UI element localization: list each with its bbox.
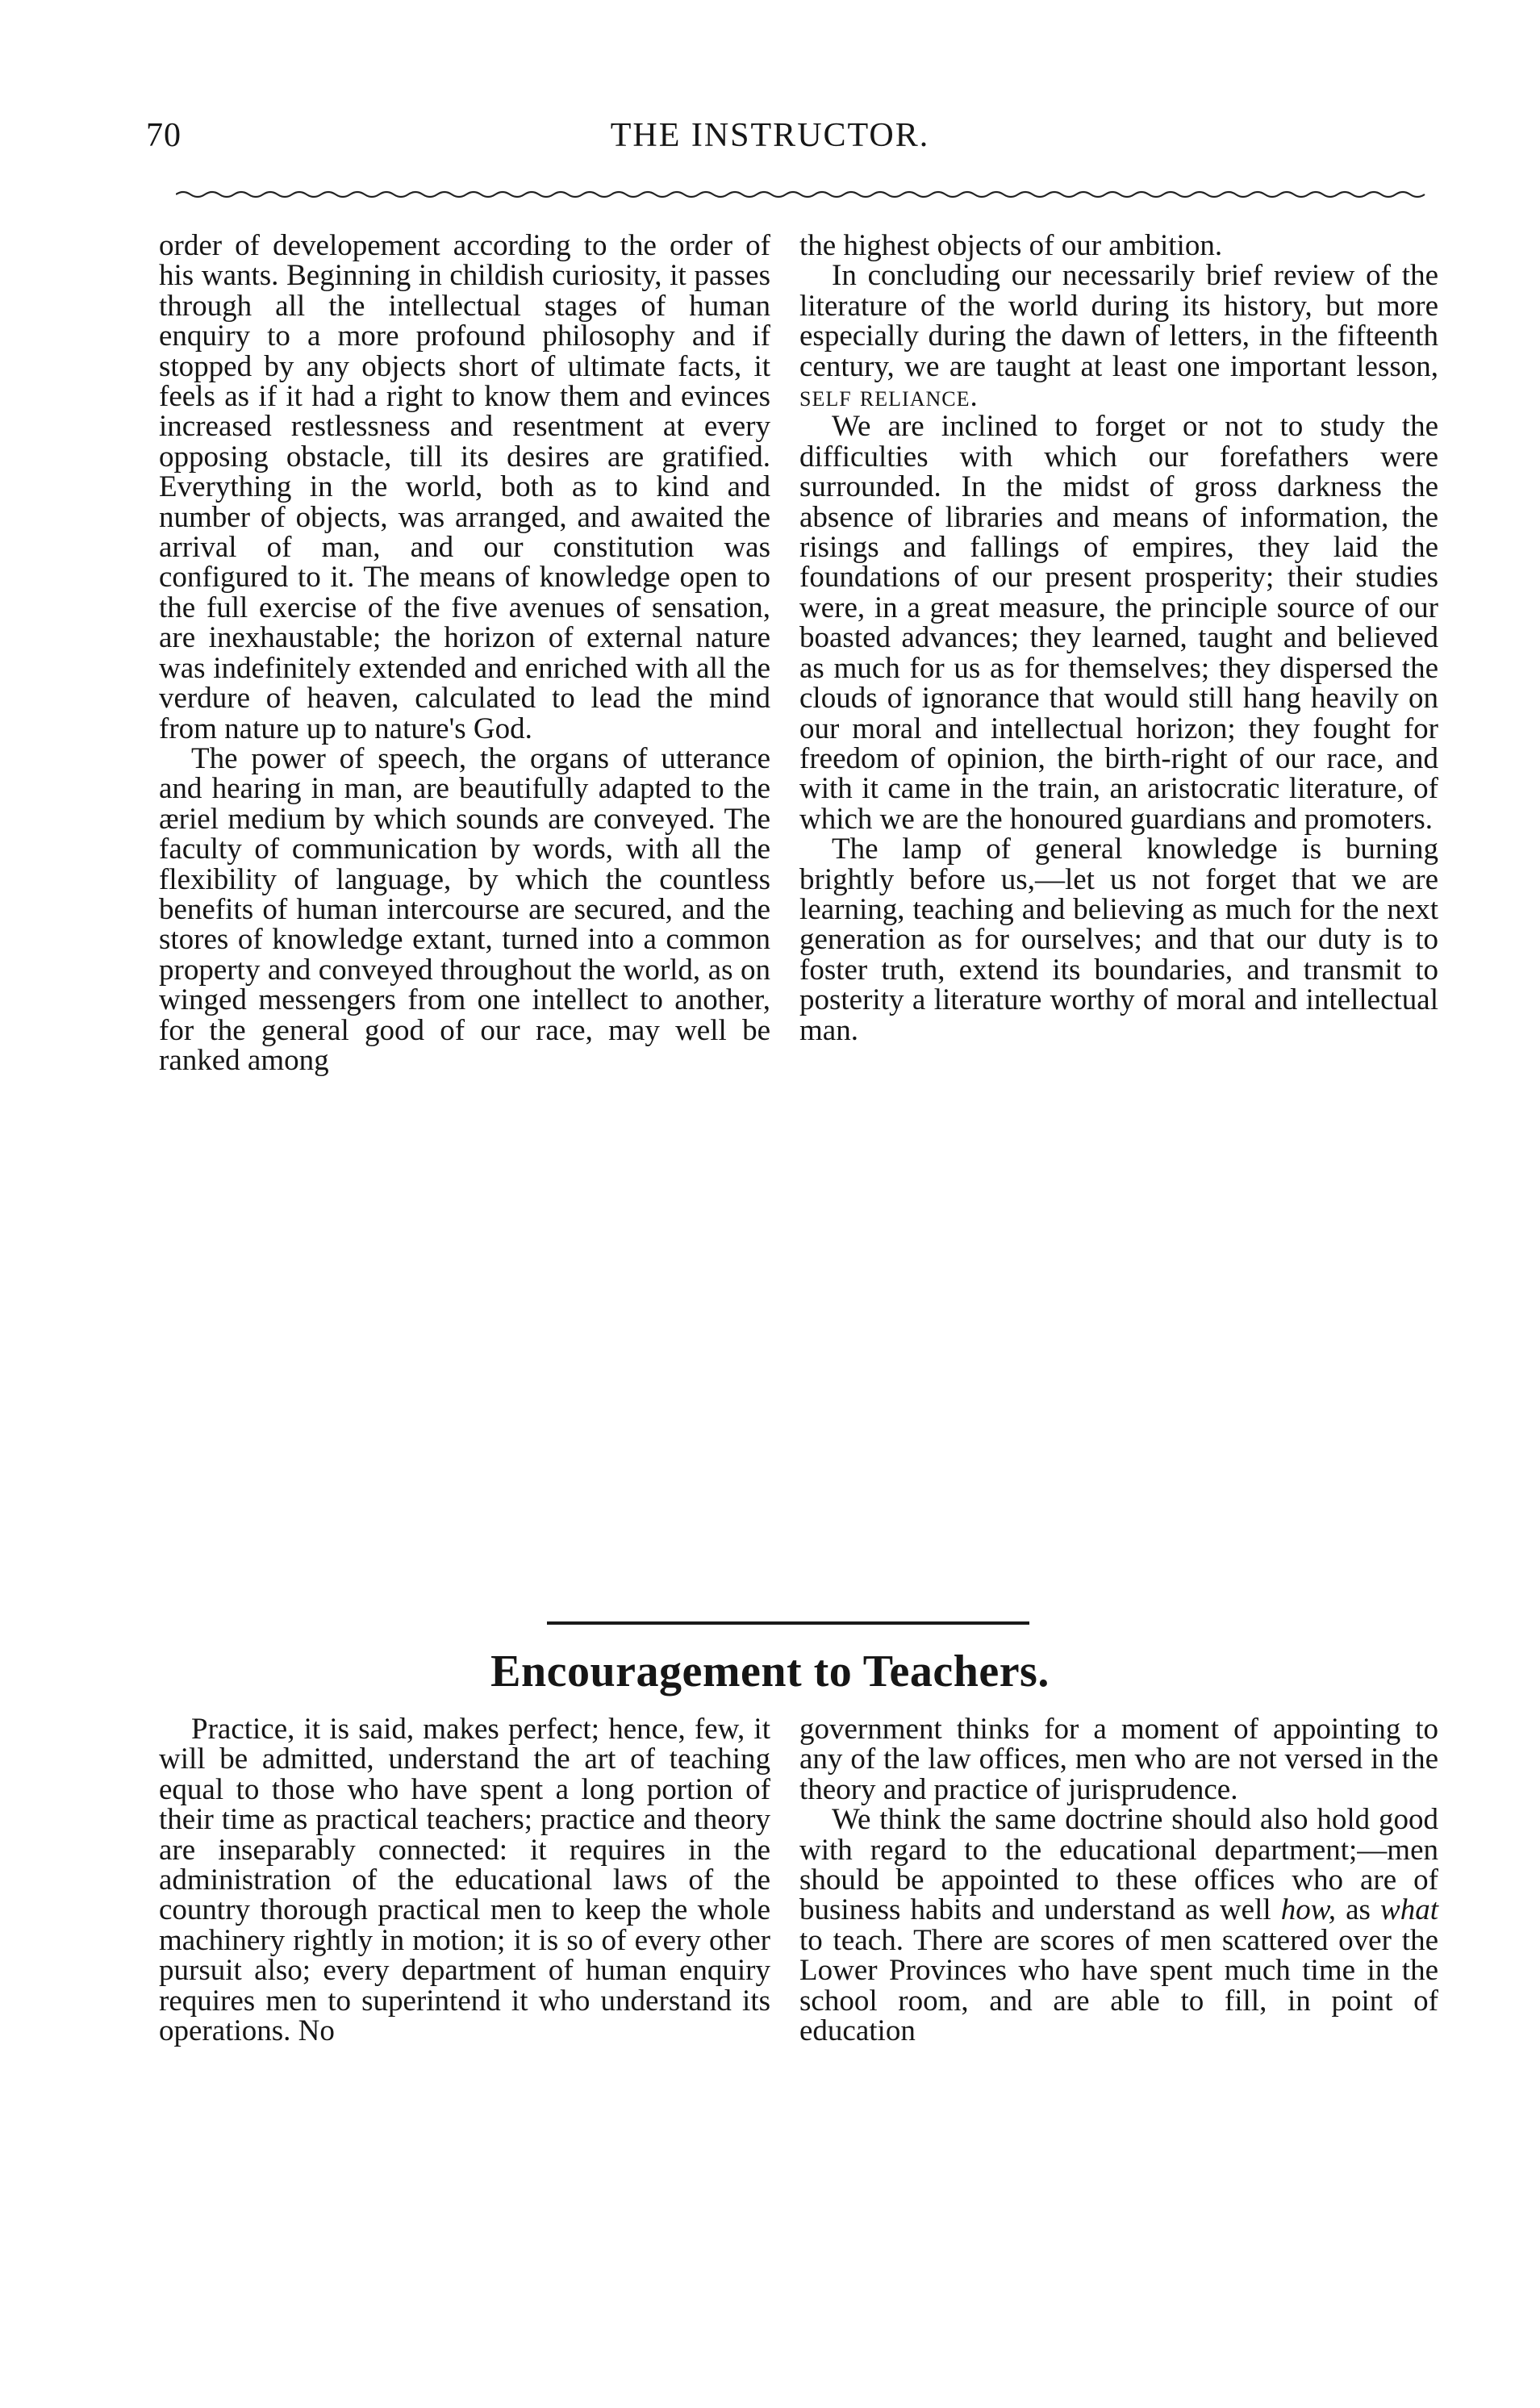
emphasis-small-caps: self reliance. — [799, 380, 979, 414]
article-one-paragraph: We are inclined to forget or not to study the difficulties with which our forefathers were surrounded. In the midst of gross darkness the absence of libraries and means of information, the risings and fallings of empires, they laid the foundations of our present prosperity; their studies were, in a great measure, the principle source of our boasted advances; they learned, taught and believed as much for us as for themselves; they dispersed the clouds of ignorance that would still hang heavily on our moral and intellectual horizon; they fought for freedom of opinion, the birth-right of our race, and with it came in the train, an aristocratic literature, of which we are the honoured guardians and promoters. — [799, 410, 1438, 836]
paragraph-text: to teach. There are scores of men scattered over the Lower Provinces who have spent much time in the school room, and are able to fill, in point of education — [799, 1923, 1438, 2048]
article-two-right-column — [799, 1714, 1438, 2046]
article-two-paragraph: Practice, it is said, makes perfect; hence, few, it will be admitted, understand the art of teaching equal to those who have spent a long portion of their time as practical teachers; practice and theory are inseparably connected: it requires in the administration of the educational laws of the country thorough practical men to keep the whole machinery rightly in motion; it is so of every other pursuit also; every department of human enquiry requires men to superintend it who understand its operations. No — [159, 1713, 770, 2048]
italic-word: what — [1380, 1893, 1439, 1927]
italic-word: how, — [1280, 1893, 1336, 1927]
article-one-right-column — [799, 231, 1438, 1045]
paragraph-text: We think the same doctrine should also hold good with regard to the educational department;—men should be appointed to these offices who are of business habits and understand as well — [799, 1803, 1438, 1927]
article-two-paragraph — [799, 1805, 1438, 2046]
article-one-paragraph: The power of speech, the organs of utterance and hearing in man, are beautifully adapted to the æriel medium by which sounds are conveyed. The faculty of communication by words, with all the flexibility of language, by which the countless benefits of human intercourse are secured, and the stores of knowledge extant, turned into a common property and conveyed throughout the world, as on winged messengers from one intellect to another, for the general good of our race, may well be ranked among — [159, 741, 770, 1077]
article-one-paragraph: the highest objects of our ambition. — [799, 229, 1223, 262]
paragraph-text: as — [1346, 1893, 1371, 1927]
article-one-left-column — [159, 231, 770, 1075]
article-two-left-column — [159, 1714, 770, 2046]
page-number: 70 — [146, 117, 182, 154]
article-one-paragraph: The lamp of general knowledge is burning brightly before us,—let us not forget that we are learning, teaching and believing as much for the next generation as for ourselves; and that our duty is to foster truth, extend its boundaries, and transmit to posterity a literature worthy of moral and intellectual man. — [799, 833, 1438, 1047]
running-head: THE INSTRUCTOR. — [610, 117, 930, 154]
wavy-header-rule — [176, 188, 1426, 201]
section-divider-rule — [547, 1621, 1029, 1625]
article-two-paragraph: government thinks for a moment of appointing to any of the law offices, men who are not versed in the theory and practice of jurisprudence. — [799, 1713, 1438, 1806]
article-one-paragraph: order of developement according to the order of his wants. Beginning in childish curiosity, it passes through all the intellectual stages of human enquiry to a more profound philosophy and if stopped by any objects short of ultimate facts, it feels as if it had a right to know them and evinces increased restlessness and resentment at every opposing obstacle, till its desires are gratified. Everything in the world, both as to kind and number of objects, was arranged, and awaited the arrival of man, and our constitution was configured to it. The means of knowledge open to the full exercise of the five avenues of sensation, are inexhaustable; the horizon of external nature was indefinitely extended and enriched with all the verdure of heaven, calculated to lead the mind from nature up to nature's God. — [159, 229, 770, 745]
section-heading: Encouragement to Teachers. — [490, 1646, 1050, 1696]
paragraph-text: In concluding our necessarily brief review of the literature of the world during its history, but more especially during the dawn of letters, in the fifteenth century, we are taught at least one important lesson, — [799, 259, 1438, 383]
article-one-paragraph — [799, 259, 1438, 414]
